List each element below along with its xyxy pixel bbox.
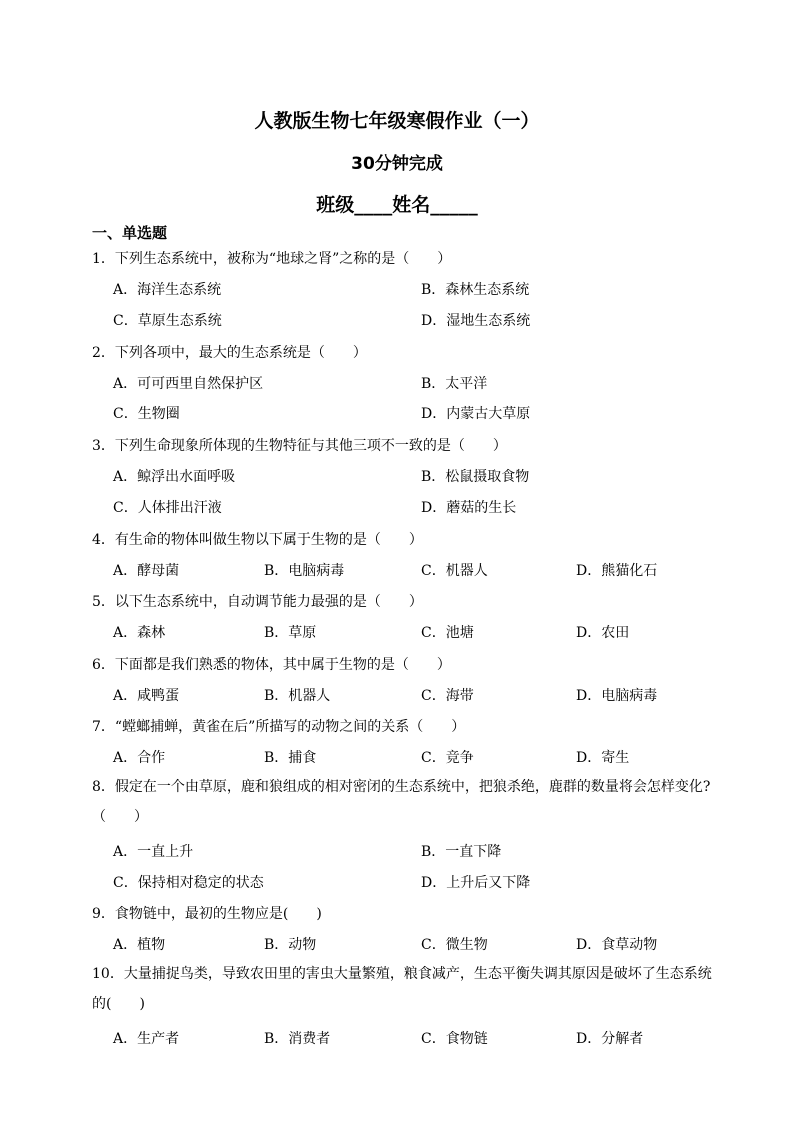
q4-option-a: A．酵母菌 <box>113 563 180 579</box>
q9-option-b: B．动物 <box>264 937 317 953</box>
question-4: 4．有生命的物体叫做生物以下属于生物的是（ ） <box>92 532 423 548</box>
question-2: 2．下列各项中，最大的生态系统是（ ） <box>92 345 367 361</box>
q2-option-a: A．可可西里自然保护区 <box>113 376 264 392</box>
q4-option-b: B．电脑病毒 <box>264 563 345 579</box>
question-5: 5．以下生态系统中，自动调节能力最强的是（ ） <box>92 594 423 610</box>
q8-option-c: C．保持相对稳定的状态 <box>113 875 264 891</box>
q2-option-d: D．内蒙古大草原 <box>421 406 531 422</box>
q7-option-b: B．捕食 <box>264 750 317 766</box>
q6-option-c: C．海带 <box>421 688 474 704</box>
question-6: 6．下面都是我们熟悉的物体，其中属于生物的是（ ） <box>92 657 451 673</box>
q6-option-b: B．机器人 <box>264 688 331 704</box>
document-title: 人教版生物七年级寒假作业（一） <box>254 110 540 132</box>
q8-option-d: D．上升后又下降 <box>421 875 531 891</box>
q1-option-c: C．草原生态系统 <box>113 313 222 329</box>
q7-option-a: A．合作 <box>113 750 166 766</box>
q2-option-b: B．太平洋 <box>421 376 488 392</box>
question-3: 3．下列生命现象所体现的生物特征与其他三项不一致的是（ ） <box>92 438 507 454</box>
question-9: 9．食物链中，最初的生物应是( ) <box>92 906 322 922</box>
q5-option-b: B．草原 <box>264 625 317 641</box>
q1-option-d: D．湿地生态系统 <box>421 313 531 329</box>
q1-option-b: B．森林生态系统 <box>421 282 530 298</box>
q6-option-d: D．电脑病毒 <box>576 688 658 704</box>
q4-option-d: D．熊猫化石 <box>576 563 658 579</box>
class-name-line: 班级____姓名_____ <box>316 194 478 216</box>
q9-option-d: D．食草动物 <box>576 937 658 953</box>
q1-option-a: A．海洋生态系统 <box>113 282 222 298</box>
q3-option-a: A．鲸浮出水面呼吸 <box>113 469 236 485</box>
question-8: 8．假定在一个由草原，鹿和狼组成的相对密闭的生态系统中，把狼杀绝，鹿群的数量将会怎样变化?（ ） <box>92 779 711 825</box>
q5-option-a: A．森林 <box>113 625 166 641</box>
section-title: 一、单选题 <box>92 224 168 242</box>
q8-option-a: A．一直上升 <box>113 844 194 860</box>
q3-option-d: D．蘑菇的生长 <box>421 500 517 516</box>
q10-option-b: B．消费者 <box>264 1031 331 1047</box>
q7-option-d: D．寄生 <box>576 750 630 766</box>
q6-option-a: A．咸鸭蛋 <box>113 688 180 704</box>
q10-option-c: C．食物链 <box>421 1031 488 1047</box>
document-subtitle: 30分钟完成 <box>351 154 443 174</box>
q10-option-a: A．生产者 <box>113 1031 180 1047</box>
q9-option-c: C．微生物 <box>421 937 488 953</box>
q4-option-c: C．机器人 <box>421 563 488 579</box>
q5-option-d: D．农田 <box>576 625 630 641</box>
question-10: 10．大量捕捉鸟类，导致农田里的害虫大量繁殖，粮食减产，生态平衡失调其原因是破坏了生态系统的( ) <box>92 966 712 1012</box>
q9-option-a: A．植物 <box>113 937 166 953</box>
question-7: 7．“螳螂捕蝉，黄雀在后”所描写的动物之间的关系（ ） <box>92 719 466 735</box>
question-1: 1．下列生态系统中，被称为“地球之肾”之称的是（ ） <box>92 251 452 267</box>
q5-option-c: C．池塘 <box>421 625 474 641</box>
q3-option-c: C．人体排出汗液 <box>113 500 222 516</box>
q2-option-c: C．生物圈 <box>113 406 180 422</box>
q7-option-c: C．竞争 <box>421 750 474 766</box>
q8-option-b: B．一直下降 <box>421 844 502 860</box>
q10-option-d: D．分解者 <box>576 1031 644 1047</box>
q3-option-b: B．松鼠摄取食物 <box>421 469 530 485</box>
